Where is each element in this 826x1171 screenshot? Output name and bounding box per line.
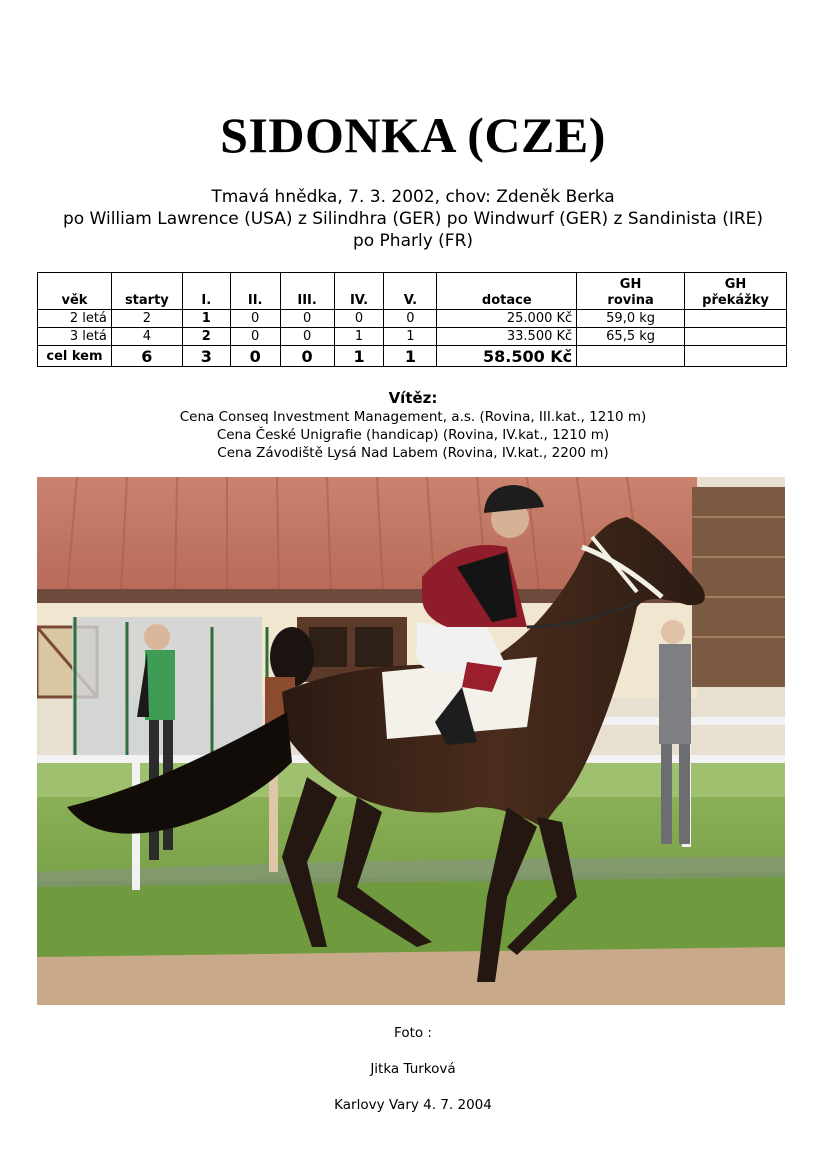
total-prize: 58.500 Kč <box>437 346 577 367</box>
cell-starts: 2 <box>111 310 182 328</box>
total-place-4: 1 <box>334 346 384 367</box>
total-gh-jump <box>685 346 787 367</box>
table-total-row <box>38 346 787 367</box>
header-place-2: II. <box>230 273 280 310</box>
photographer-name: Jitka Turková <box>370 1061 456 1077</box>
cell-place-1: 1 <box>182 310 230 328</box>
total-gh-flat <box>577 346 685 367</box>
header-prize: dotace <box>437 273 577 310</box>
winner-race: Cena Conseq Investment Management, a.s. (Rovina, III.kat., 1210 m) <box>179 409 647 425</box>
header-starts: starty <box>111 273 182 310</box>
cell-starts: 4 <box>111 328 182 346</box>
header-gh-jump <box>685 273 787 310</box>
winner-heading: Vítěz: <box>388 389 438 407</box>
cell-place-2: 0 <box>230 310 280 328</box>
pedigree-line-1: Tmavá hnědka, 7. 3. 2002, chov: Zdeněk Berka <box>211 187 615 207</box>
winner-section <box>0 388 826 462</box>
page-title: SIDONKA (CZE) <box>220 107 606 163</box>
header-place-3: III. <box>280 273 334 310</box>
header-place-5: V. <box>384 273 437 310</box>
table-row <box>38 328 787 346</box>
race-record-table <box>37 272 787 367</box>
header-place-1: I. <box>182 273 230 310</box>
cell-place-1: 2 <box>182 328 230 346</box>
total-place-3: 0 <box>280 346 334 367</box>
cell-prize: 33.500 Kč <box>437 328 577 346</box>
winner-race: Cena Závodiště Lysá Nad Labem (Rovina, IV.kat., 2200 m) <box>217 445 609 461</box>
cell-gh-jump <box>685 310 787 328</box>
pedigree-line-2: po William Lawrence (USA) z Silindhra (GER) po Windwurf (GER) z Sandinista (IRE) <box>62 209 764 229</box>
header-gh-jump-line1: GH <box>724 277 747 292</box>
cell-gh-flat: 65,5 kg <box>577 328 685 346</box>
header-gh-flat-line2: rovina <box>607 293 654 308</box>
total-label: cel kem <box>38 346 112 367</box>
total-place-5: 1 <box>384 346 437 367</box>
pedigree-line-3: po Pharly (FR) <box>352 231 474 251</box>
cell-gh-jump <box>685 328 787 346</box>
cell-place-3: 0 <box>280 310 334 328</box>
table-header-row <box>38 273 787 310</box>
header-gh-jump-line2: překážky <box>702 293 769 308</box>
header-place-4: IV. <box>334 273 384 310</box>
total-place-1: 3 <box>182 346 230 367</box>
header-age: věk <box>38 273 112 310</box>
pedigree-block <box>0 186 826 252</box>
photo-place-date: Karlovy Vary 4. 7. 2004 <box>334 1097 492 1113</box>
cell-place-3: 0 <box>280 328 334 346</box>
cell-age: 3 letá <box>38 328 112 346</box>
header-gh-flat-line1: GH <box>619 277 642 292</box>
cell-place-5: 0 <box>384 310 437 328</box>
cell-gh-flat: 59,0 kg <box>577 310 685 328</box>
table-row <box>38 310 787 328</box>
cell-place-5: 1 <box>384 328 437 346</box>
cell-place-4: 1 <box>334 328 384 346</box>
photo-label: Foto : <box>394 1025 432 1041</box>
total-starts: 6 <box>111 346 182 367</box>
cell-place-4: 0 <box>334 310 384 328</box>
cell-age: 2 letá <box>38 310 112 328</box>
winner-race: Cena České Unigrafie (handicap) (Rovina, IV.kat., 1210 m) <box>216 427 610 443</box>
horse-and-jockey-photo <box>37 477 785 1005</box>
cell-place-2: 0 <box>230 328 280 346</box>
total-place-2: 0 <box>230 346 280 367</box>
header-gh-flat <box>577 273 685 310</box>
cell-prize: 25.000 Kč <box>437 310 577 328</box>
